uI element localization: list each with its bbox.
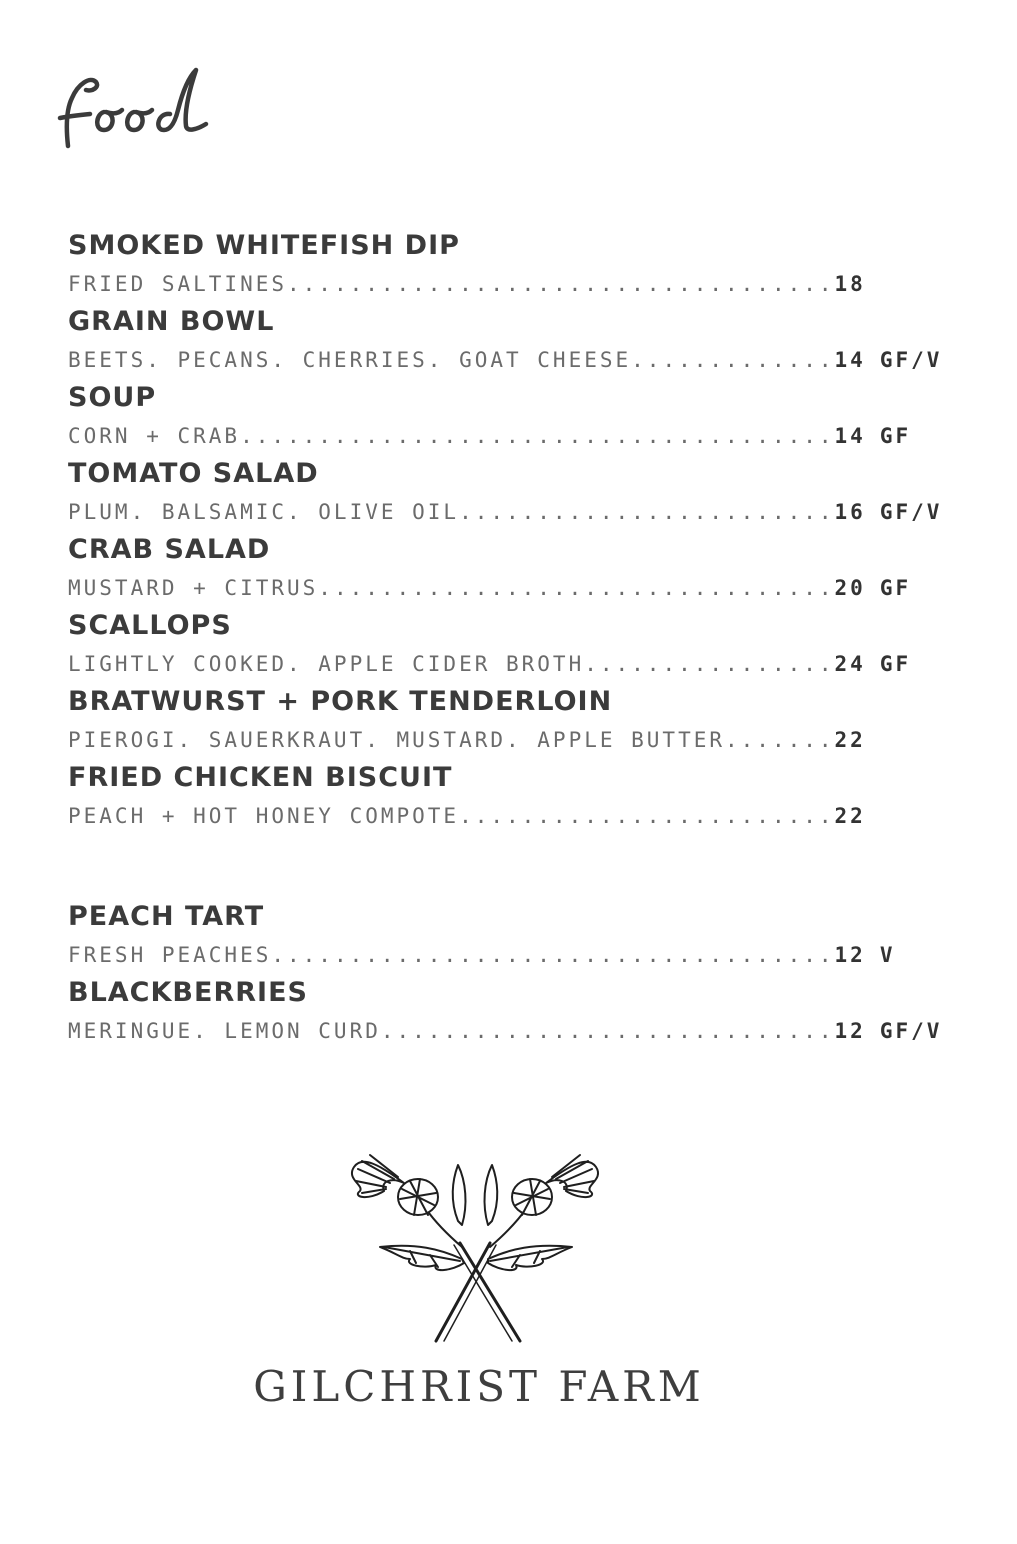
menu-item-name: SCALLOPS	[68, 610, 232, 641]
dietary-tag: V	[879, 943, 896, 967]
menu-item-line	[68, 570, 968, 606]
menu-item	[68, 454, 968, 530]
menu-item-price: 12	[834, 1019, 866, 1043]
page-title	[56, 58, 226, 158]
menu-item-line	[68, 646, 968, 682]
menu-item-name: BRATWURST + PORK TENDERLOIN	[68, 686, 613, 717]
menu-item	[68, 973, 968, 1049]
menu-item	[68, 606, 968, 682]
menu-section-desserts	[68, 897, 968, 1049]
leader-dots: ........................	[459, 500, 835, 524]
menu-item-description: FRESH PEACHES	[68, 943, 272, 967]
menu-item-name: SOUP	[68, 382, 157, 413]
menu-item	[68, 682, 968, 758]
menu-item-price: 24	[834, 652, 866, 676]
menu-item-line	[68, 342, 968, 378]
dietary-tag: GF/V	[879, 500, 943, 524]
menu-item-description: CORN + CRAB	[68, 424, 241, 448]
leader-dots: .......	[725, 728, 835, 752]
menu-item-price: 22	[834, 804, 866, 828]
menu-item-price: 22	[834, 728, 866, 752]
menu-item-description: PEACH + HOT HONEY COMPOTE	[68, 804, 460, 828]
menu-item-price: 20	[834, 576, 866, 600]
food-script-title	[56, 58, 226, 158]
menu-item	[68, 302, 968, 378]
menu-item-name: TOMATO SALAD	[68, 458, 319, 489]
menu-item	[68, 897, 968, 973]
dietary-tag: GF/V	[879, 348, 943, 372]
menu-item-description: PIEROGI. SAUERKRAUT. MUSTARD. APPLE BUTTER	[68, 728, 726, 752]
dietary-tag: GF	[879, 576, 912, 600]
menu-item-description: FRIED SALTINES	[68, 272, 288, 296]
menu-item-price: 16	[834, 500, 866, 524]
leader-dots: .............	[631, 348, 835, 372]
leader-dots: .............................	[380, 1019, 835, 1043]
menu-item-name: SMOKED WHITEFISH DIP	[68, 230, 460, 261]
dietary-tag: GF/V	[879, 1019, 943, 1043]
menu-item-line	[68, 266, 968, 302]
menu-item-price: 14	[834, 348, 866, 372]
menu-item-price: 12	[834, 943, 866, 967]
menu-item-description: LIGHTLY COOKED. APPLE CIDER BROTH	[68, 652, 585, 676]
leader-dots: ......................................	[240, 424, 835, 448]
dietary-tag: GF	[879, 424, 912, 448]
crossed-thistles-icon	[340, 1125, 610, 1350]
menu-item-name: FRIED CHICKEN BISCUIT	[68, 762, 453, 793]
menu-item-line	[68, 494, 968, 530]
menu-item-name: GRAIN BOWL	[68, 306, 275, 337]
menu-section-savory	[68, 226, 968, 834]
menu-item-name: CRAB SALAD	[68, 534, 271, 565]
menu-item-name: PEACH TART	[68, 901, 265, 932]
leader-dots: .................................	[318, 576, 835, 600]
farm-name: GILCHRIST FARM	[253, 1362, 705, 1411]
menu-item-line	[68, 1013, 968, 1049]
menu-item-description: PLUM. BALSAMIC. OLIVE OIL	[68, 500, 460, 524]
leader-dots: ........................	[459, 804, 835, 828]
menu-item-price: 14	[834, 424, 866, 448]
menu-item	[68, 378, 968, 454]
menu-item-name: BLACKBERRIES	[68, 977, 308, 1008]
menu-item-description: MUSTARD + CITRUS	[68, 576, 319, 600]
menu-item-line	[68, 418, 968, 454]
dietary-tag: GF	[879, 652, 912, 676]
menu-item	[68, 226, 968, 302]
leader-dots: ................	[584, 652, 835, 676]
menu-item-description: BEETS. PECANS. CHERRIES. GOAT CHEESE	[68, 348, 632, 372]
menu-item	[68, 530, 968, 606]
menu-item-line	[68, 722, 968, 758]
menu-item-line	[68, 937, 968, 973]
menu-item-description: MERINGUE. LEMON CURD	[68, 1019, 381, 1043]
leader-dots: ....................................	[271, 943, 835, 967]
menu-item-line	[68, 798, 968, 834]
menu-item-price: 18	[834, 272, 866, 296]
leader-dots: ...................................	[287, 272, 835, 296]
menu-item	[68, 758, 968, 834]
